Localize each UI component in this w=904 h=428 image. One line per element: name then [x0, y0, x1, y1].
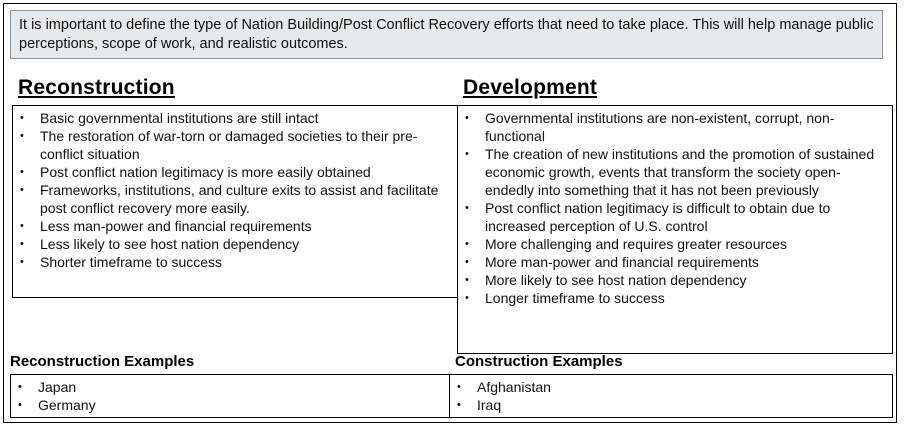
list-item-text: Iraq: [477, 397, 502, 413]
reconstruction-heading: Reconstruction: [18, 76, 175, 99]
list-item-text: Frameworks, institutions, and culture exits to assist and facilitate post conflict recovery more easily.: [40, 182, 439, 216]
list-item-text: More man-power and financial requirements: [485, 254, 759, 270]
bullet-icon: •: [20, 220, 24, 232]
bullet-icon: •: [465, 202, 469, 214]
bullet-icon: •: [20, 166, 24, 178]
intro-box: [10, 10, 883, 59]
bullet-icon: •: [465, 274, 469, 286]
list-item: [458, 199, 884, 235]
development-heading: Development: [463, 76, 598, 99]
list-item: [13, 235, 450, 253]
bullet-icon: •: [20, 184, 24, 196]
bullet-icon: •: [457, 399, 461, 411]
list-item-text: The restoration of war-torn or damaged societies to their pre-conflict situation: [40, 128, 418, 162]
list-item-text: Governmental institutions are non-existent, corrupt, non-functional: [485, 110, 835, 144]
bullet-icon: •: [465, 256, 469, 268]
bullet-icon: •: [20, 238, 24, 250]
list-item-text: Japan: [38, 379, 77, 395]
list-item-text: Post conflict nation legitimacy is more easily obtained: [40, 164, 371, 180]
list-item-text: More challenging and requires greater resources: [485, 236, 787, 252]
list-item: [13, 217, 450, 235]
reconstruction-list: [13, 106, 458, 271]
bullet-icon: •: [457, 381, 461, 393]
list-item: [450, 378, 884, 396]
list-item: [11, 378, 442, 396]
list-item: [13, 163, 450, 181]
list-item: [13, 109, 450, 127]
list-item: [458, 145, 884, 199]
construction-examples-list: [450, 375, 892, 414]
bullet-icon: •: [20, 130, 24, 142]
list-item: [13, 127, 450, 163]
list-item-text: Post conflict nation legitimacy is difficult to obtain due to increased perception of U.S. control: [485, 200, 831, 234]
list-item-text: Less likely to see host nation dependency: [40, 236, 300, 252]
development-list: [458, 106, 892, 307]
list-item-text: Longer timeframe to success: [485, 290, 665, 306]
list-item-text: Afghanistan: [477, 379, 551, 395]
reconstruction-examples-heading: Reconstruction Examples: [10, 353, 195, 370]
intro-text: It is important to define the type of Nation Building/Post Conflict Recovery efforts that need to take place. This will help manage public perceptions, scope of work, and realistic outcomes.: [19, 17, 874, 52]
list-item: [458, 235, 884, 253]
bullet-icon: •: [18, 381, 22, 393]
bullet-icon: •: [20, 256, 24, 268]
list-item: [450, 396, 884, 414]
list-item: [458, 271, 884, 289]
list-item-text: The creation of new institutions and the promotion of sustained economic growth, events that transform the society open-endedly into something that it has not been previously: [485, 146, 875, 198]
reconstruction-examples-list: [11, 375, 450, 414]
list-item-text: Less man-power and financial requirements: [40, 218, 312, 234]
bullet-icon: •: [465, 148, 469, 160]
bullet-icon: •: [465, 112, 469, 124]
list-item-text: Shorter timeframe to success: [40, 254, 223, 270]
construction-examples-heading: Construction Examples: [455, 353, 623, 370]
list-item: [458, 253, 884, 271]
list-item: [11, 396, 442, 414]
list-item-text: Germany: [38, 397, 96, 413]
list-item-text: Basic governmental institutions are still intact: [40, 110, 319, 126]
development-box: [457, 105, 893, 354]
bullet-icon: •: [465, 292, 469, 304]
bullet-icon: •: [18, 399, 22, 411]
reconstruction-box: [12, 105, 459, 298]
reconstruction-examples-box: [10, 374, 451, 418]
list-item: [13, 253, 450, 271]
list-item: [13, 181, 450, 217]
bullet-icon: •: [465, 238, 469, 250]
list-item-text: More likely to see host nation dependency: [485, 272, 747, 288]
bullet-icon: •: [20, 112, 24, 124]
list-item: [458, 289, 884, 307]
construction-examples-box: [449, 374, 893, 418]
list-item: [458, 109, 884, 145]
